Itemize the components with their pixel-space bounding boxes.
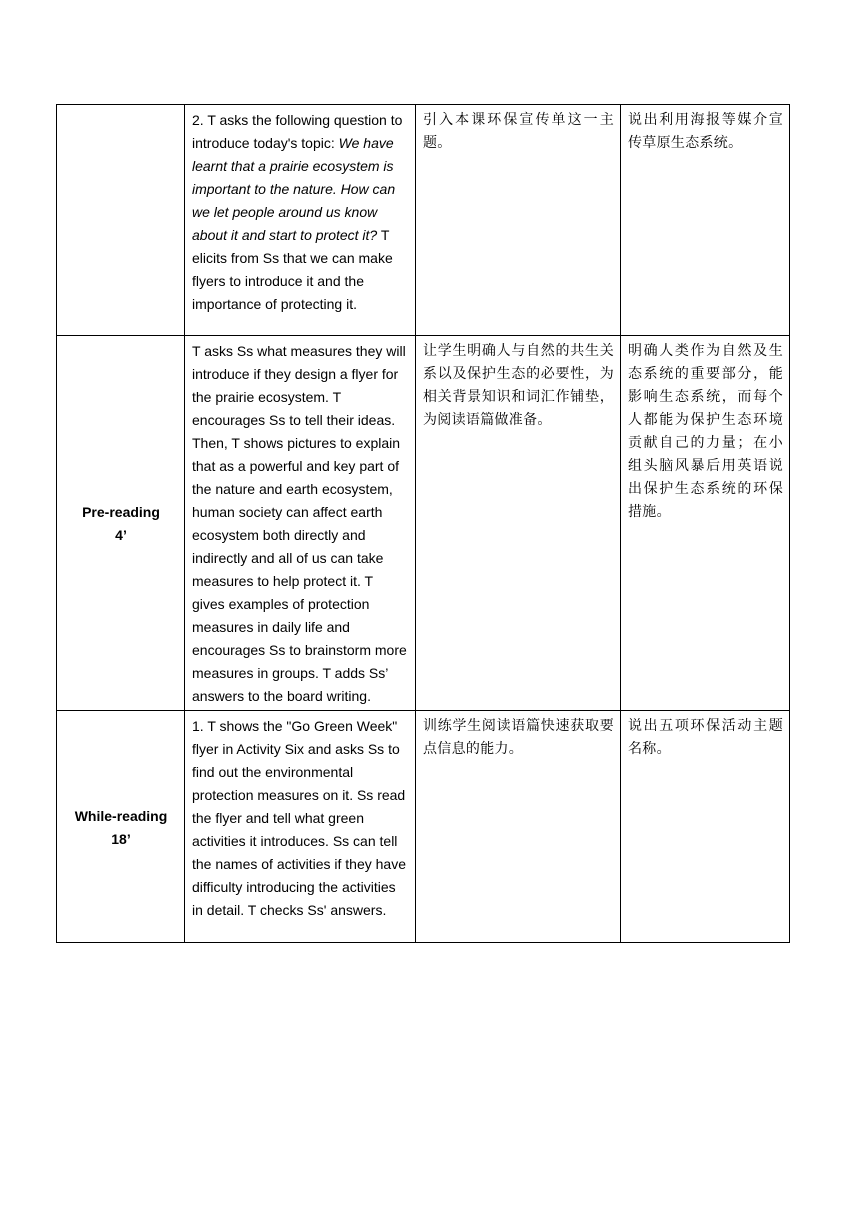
- outcome-cell: 明确人类作为自然及生态系统的重要部分，能影响生态系统，而每个人都能为保护生态环境贡献自己的力量；在小组头脑风暴后用英语说出保护生态系统的环保措施。: [621, 336, 790, 711]
- stage-cell: [57, 711, 185, 943]
- table-row: [57, 711, 790, 943]
- table-row: [57, 105, 790, 336]
- purpose-cell: 引入本课环保宣传单这一主题。: [416, 105, 621, 336]
- stage-name: While-reading: [74, 807, 168, 824]
- table-row: [57, 336, 790, 711]
- outcome-cell: 说出五项环保活动主题名称。: [621, 711, 790, 943]
- stage-time: 4’: [115, 527, 127, 543]
- stage-cell: [57, 336, 185, 711]
- stage-name: Pre-reading: [82, 504, 160, 520]
- procedure-cell: 1. T shows the "Go Green Week" flyer in Activity Six and asks Ss to find out the environmental protection measures on it. Ss read the flyer and tell what green activities it introduces. Ss can tell the names of activities if they have difficulty introducing the activities in detail. T checks Ss' answers.: [185, 711, 416, 943]
- procedure-question: We have learnt that a prairie ecosystem is important to the nature. How can we let people around us know about it and start to protect it?: [192, 135, 396, 243]
- purpose-cell: 让学生明确人与自然的共生关系以及保护生态的必要性，为相关背景知识和词汇作铺垫，为阅读语篇做准备。: [416, 336, 621, 711]
- procedure-cell: T asks Ss what measures they will introduce if they design a flyer for the prairie ecosystem. T encourages Ss to tell their ideas. Then, T shows pictures to explain that as a powerful and key part of the nature and earth ecosystem, human society can affect earth ecosystem both directly and indirectly and all of us can take measures to help protect it. T gives examples of protection measures in daily life and encourages Ss to brainstorm more measures in groups. T adds Ss’ answers to the board writing.: [185, 336, 416, 711]
- stage-cell: [57, 105, 185, 336]
- lesson-plan-table: [56, 104, 790, 943]
- outcome-cell: 说出利用海报等媒介宣传草原生态系统。: [621, 105, 790, 336]
- stage-time: 18’: [111, 830, 131, 847]
- procedure-cell: [185, 105, 416, 336]
- procedure-text-cont: T elicits from Ss that we can make flyers to introduce it and the importance of protecting it.: [192, 227, 393, 312]
- purpose-cell: 训练学生阅读语篇快速获取要点信息的能力。: [416, 711, 621, 943]
- procedure-text: 2. T asks the following question to introduce today's topic:: [192, 112, 403, 151]
